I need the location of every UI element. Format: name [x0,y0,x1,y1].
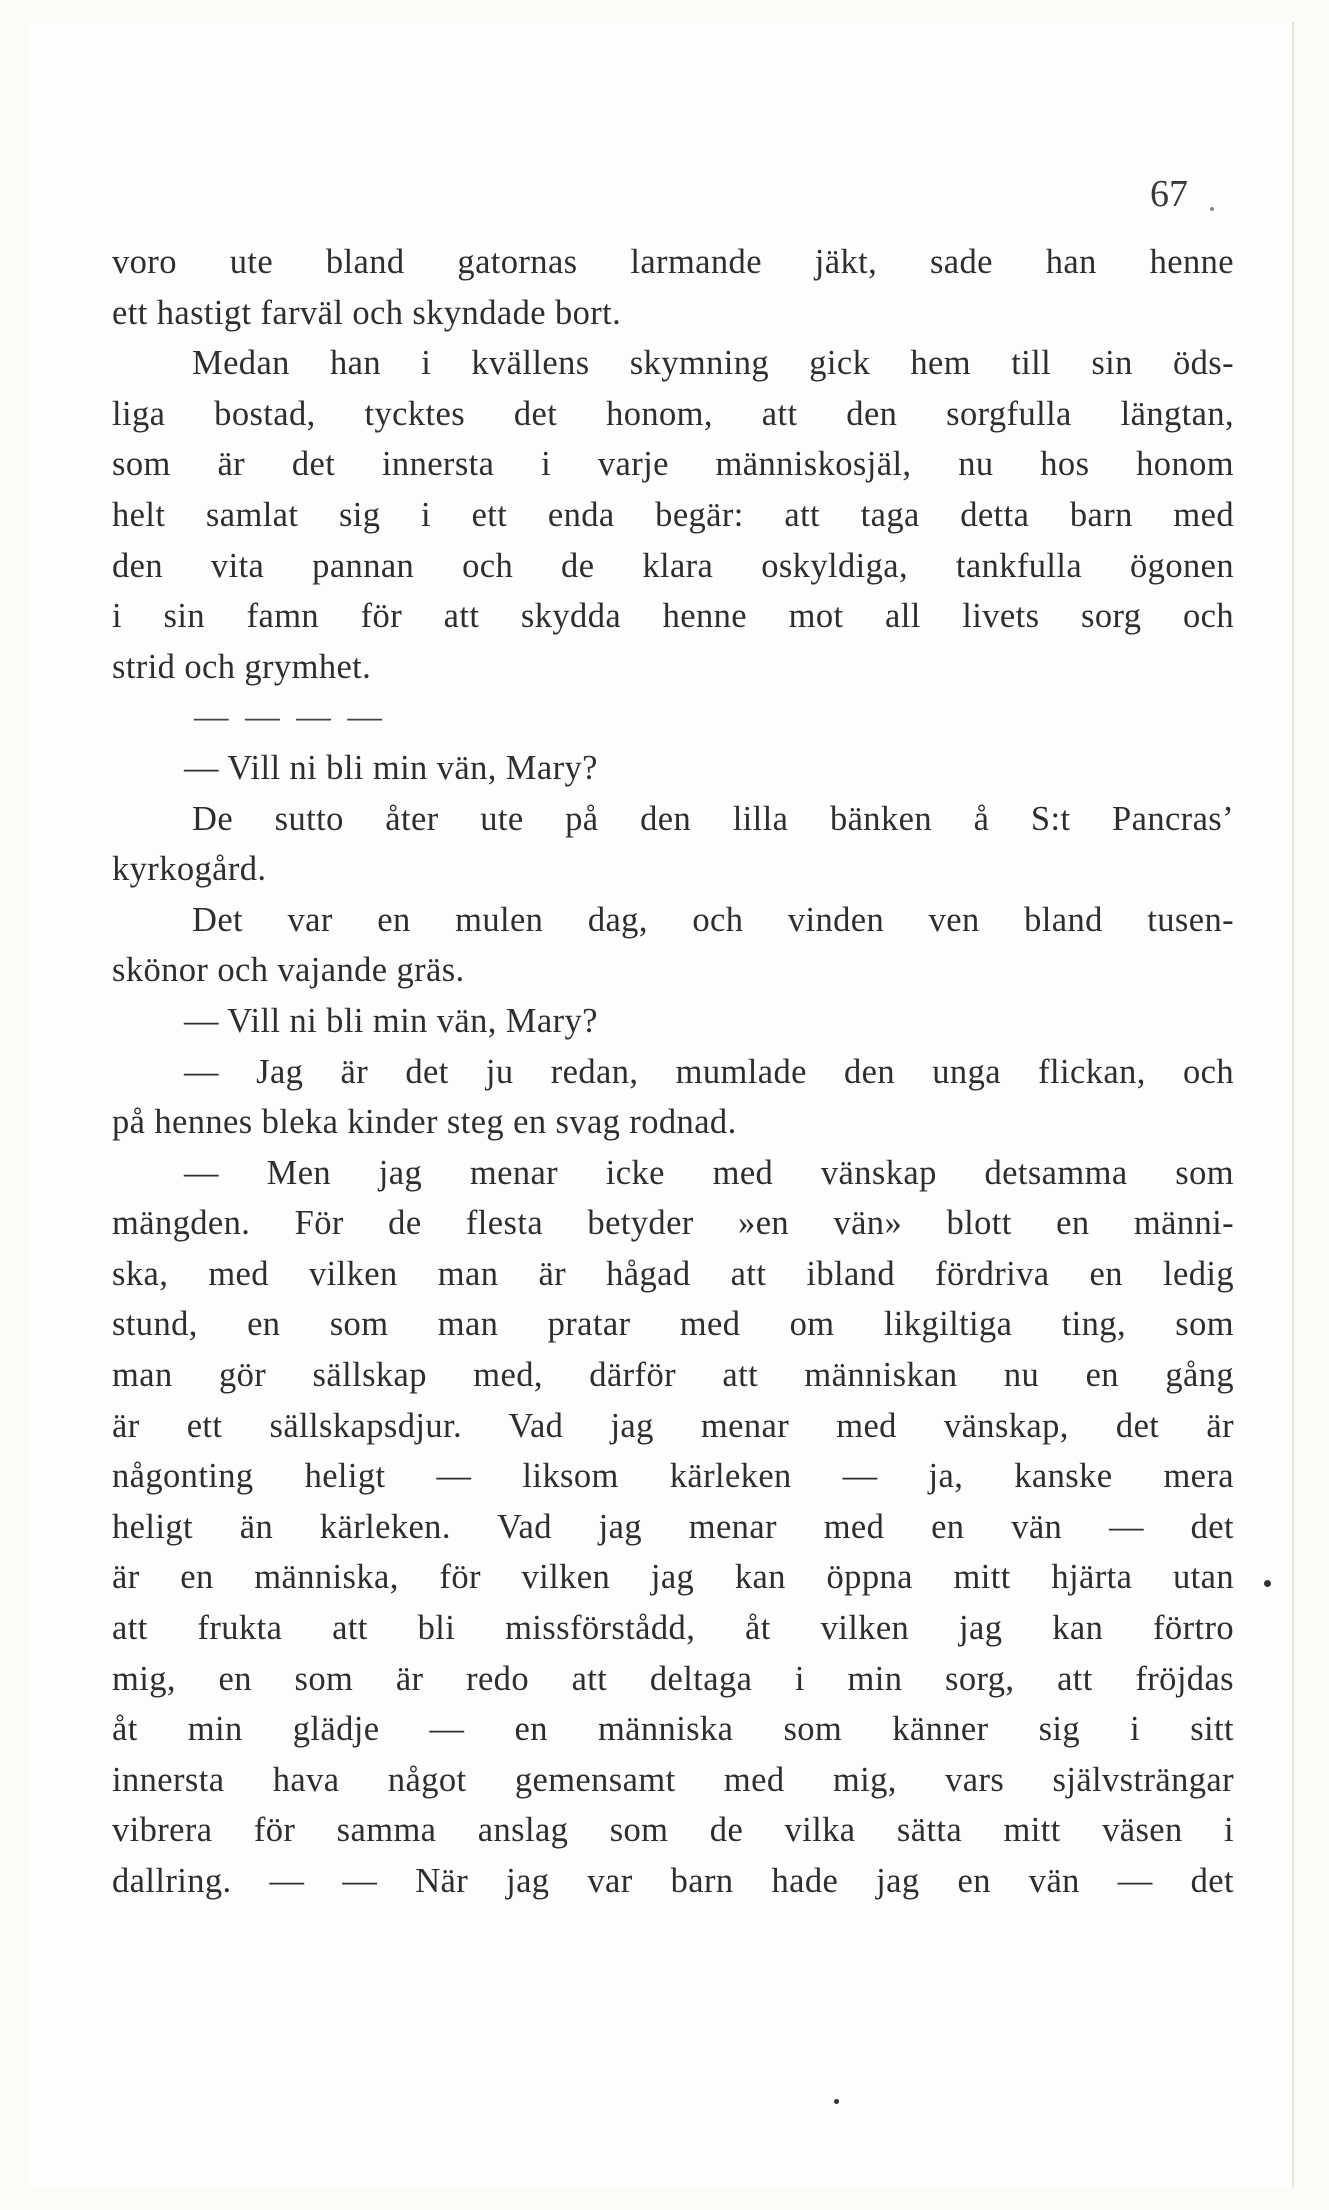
text-line: heligt än kärleken. Vad jag menar med en vän — det [112,1507,1234,1546]
ink-speck [1210,207,1214,211]
text-line: De sutto åter ute på den lilla bänken å S:t Pancras’ [192,799,1234,838]
text-line: Medan han i kvällens skymning gick hem till sin öds- [192,344,1234,383]
section-divider: — — — — [194,698,386,737]
text-line: helt samlat sig i ett enda begär: att taga detta barn med [112,495,1234,534]
text-line: vibrera för samma anslag som de vilka sätta mitt väsen i [112,1811,1234,1850]
text-line: mig, en som är redo att deltaga i min sorg, att fröjdas [112,1659,1234,1698]
ink-speck [1264,1580,1271,1587]
text-line: voro ute bland gatornas larmande jäkt, sade han henne [112,243,1234,281]
text-line: på hennes bleka kinder steg en svag rodnad. [112,1103,737,1142]
page-number: 67 [1150,173,1188,215]
text-line: stund, en som man pratar med om likgiltiga ting, som [112,1305,1234,1344]
text-line: är en människa, för vilken jag kan öppna mitt hjärta utan [112,1558,1234,1597]
text-line: — Vill ni bli min vän, Mary? [184,1001,598,1040]
text-line: i sin famn för att skydda henne mot all livets sorg och [112,597,1234,636]
book-page [28,22,1294,2187]
text-line: liga bostad, tycktes det honom, att den sorgfulla längtan, [112,394,1234,433]
text-line: någonting heligt — liksom kärleken — ja, kanske mera [112,1457,1234,1496]
text-line: — Men jag menar icke med vänskap detsamma som [184,1153,1234,1192]
text-line: Det var en mulen dag, och vinden ven bland tusen- [192,900,1234,939]
text-line: ett hastigt farväl och skyndade bort. [112,293,622,332]
text-line: innersta hava något gemensamt med mig, vars självsträngar [112,1760,1234,1799]
text-line: man gör sällskap med, därför att människan nu en gång [112,1356,1234,1395]
text-line: som är det innersta i varje människosjäl, nu hos honom [112,445,1234,484]
text-line: att frukta att bli missförstådd, åt vilken jag kan förtro [112,1609,1234,1648]
text-line: kyrkogård. [112,850,267,889]
ink-speck [834,2099,839,2104]
text-line: strid och grymhet. [112,647,372,686]
text-line: ska, med vilken man är hågad att ibland fördriva en ledig [112,1254,1234,1293]
text-line: den vita pannan och de klara oskyldiga, tankfulla ögonen [112,546,1234,585]
text-line: skönor och vajande gräs. [112,951,465,990]
text-line: åt min glädje — en människa som känner sig i sitt [112,1710,1234,1749]
text-line: dallring. — — När jag var barn hade jag en vän — det [112,1862,1234,1900]
text-line: mängden. För de flesta betyder »en vän» blott en männi- [112,1204,1234,1243]
text-line: — Vill ni bli min vän, Mary? [184,748,598,787]
text-line: är ett sällskapsdjur. Vad jag menar med vänskap, det är [112,1406,1234,1445]
text-line: — Jag är det ju redan, mumlade den unga flickan, och [184,1052,1234,1091]
body-text [112,237,1234,1907]
